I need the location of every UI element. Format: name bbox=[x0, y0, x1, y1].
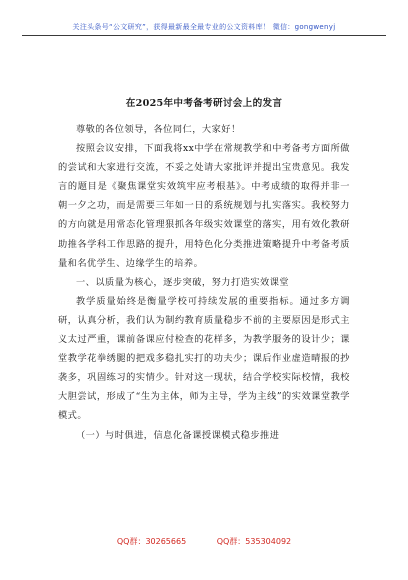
document-title: 在2025年中考备考研讨会上的发言 bbox=[125, 98, 283, 109]
header-divider bbox=[22, 35, 386, 36]
footer-contact bbox=[0, 536, 408, 547]
subsection-heading-1: （一）与时俱进，信息化备课授课模式稳步推进 bbox=[76, 429, 280, 441]
footer-qq-group-1: QQ群：30265665 bbox=[116, 537, 187, 546]
section-heading-1: 一、以质量为核心，逐步突破，努力打造实效课堂 bbox=[76, 276, 290, 288]
paragraph-1: 按照会议安排，下面我将xx中学在常规教学和中考备考方面所做的尝试和大家进行交流，不妥之处请大家批评并提出宝贵意见。我发言的题目是《聚焦课堂实效筑牢应考根基》。中考成绩的取得并非一朝一夕之功，而是需要三年如一日的系统规划与扎实落实。我校努力的方向就是用常态化管理狠抓各年级实效课堂的落实，用有效化教研助推各学科工作思路的提升，用特色化分类推进策略提升中考备考质量和名优学生、边缘学生的培养。 bbox=[58, 143, 350, 269]
header-note-text: 关注头条号“公文研究”，获得最新最全最专业的公文资料库！ bbox=[72, 23, 271, 31]
greeting: 尊敬的各位领导，各位同仁，大家好！ bbox=[76, 124, 241, 135]
header-note-wechat: 微信：gongwenyj bbox=[272, 23, 336, 31]
document-body bbox=[58, 120, 350, 445]
header-note bbox=[0, 22, 408, 32]
footer-qq-group-2: QQ群：535304092 bbox=[216, 537, 292, 546]
paragraph-2: 教学质量始终是衡量学校可持续发展的重要指标。通过多方调研，认真分析，我们认为制约教育质量稳步不前的主要原因是形式主义太过严重，课前备课应付检查的花样多，为教学服务的设计少；课堂教学花拳绣腿的把戏多稳扎实打的功夫少；课后作业虚造晴报的抄袭多，巩固练习的实情少。针对这一现状，结合学校实际校情，我校大胆尝试，形成了“生为主体，师为主导，学为主线”的实效课堂教学模式。 bbox=[58, 295, 350, 422]
